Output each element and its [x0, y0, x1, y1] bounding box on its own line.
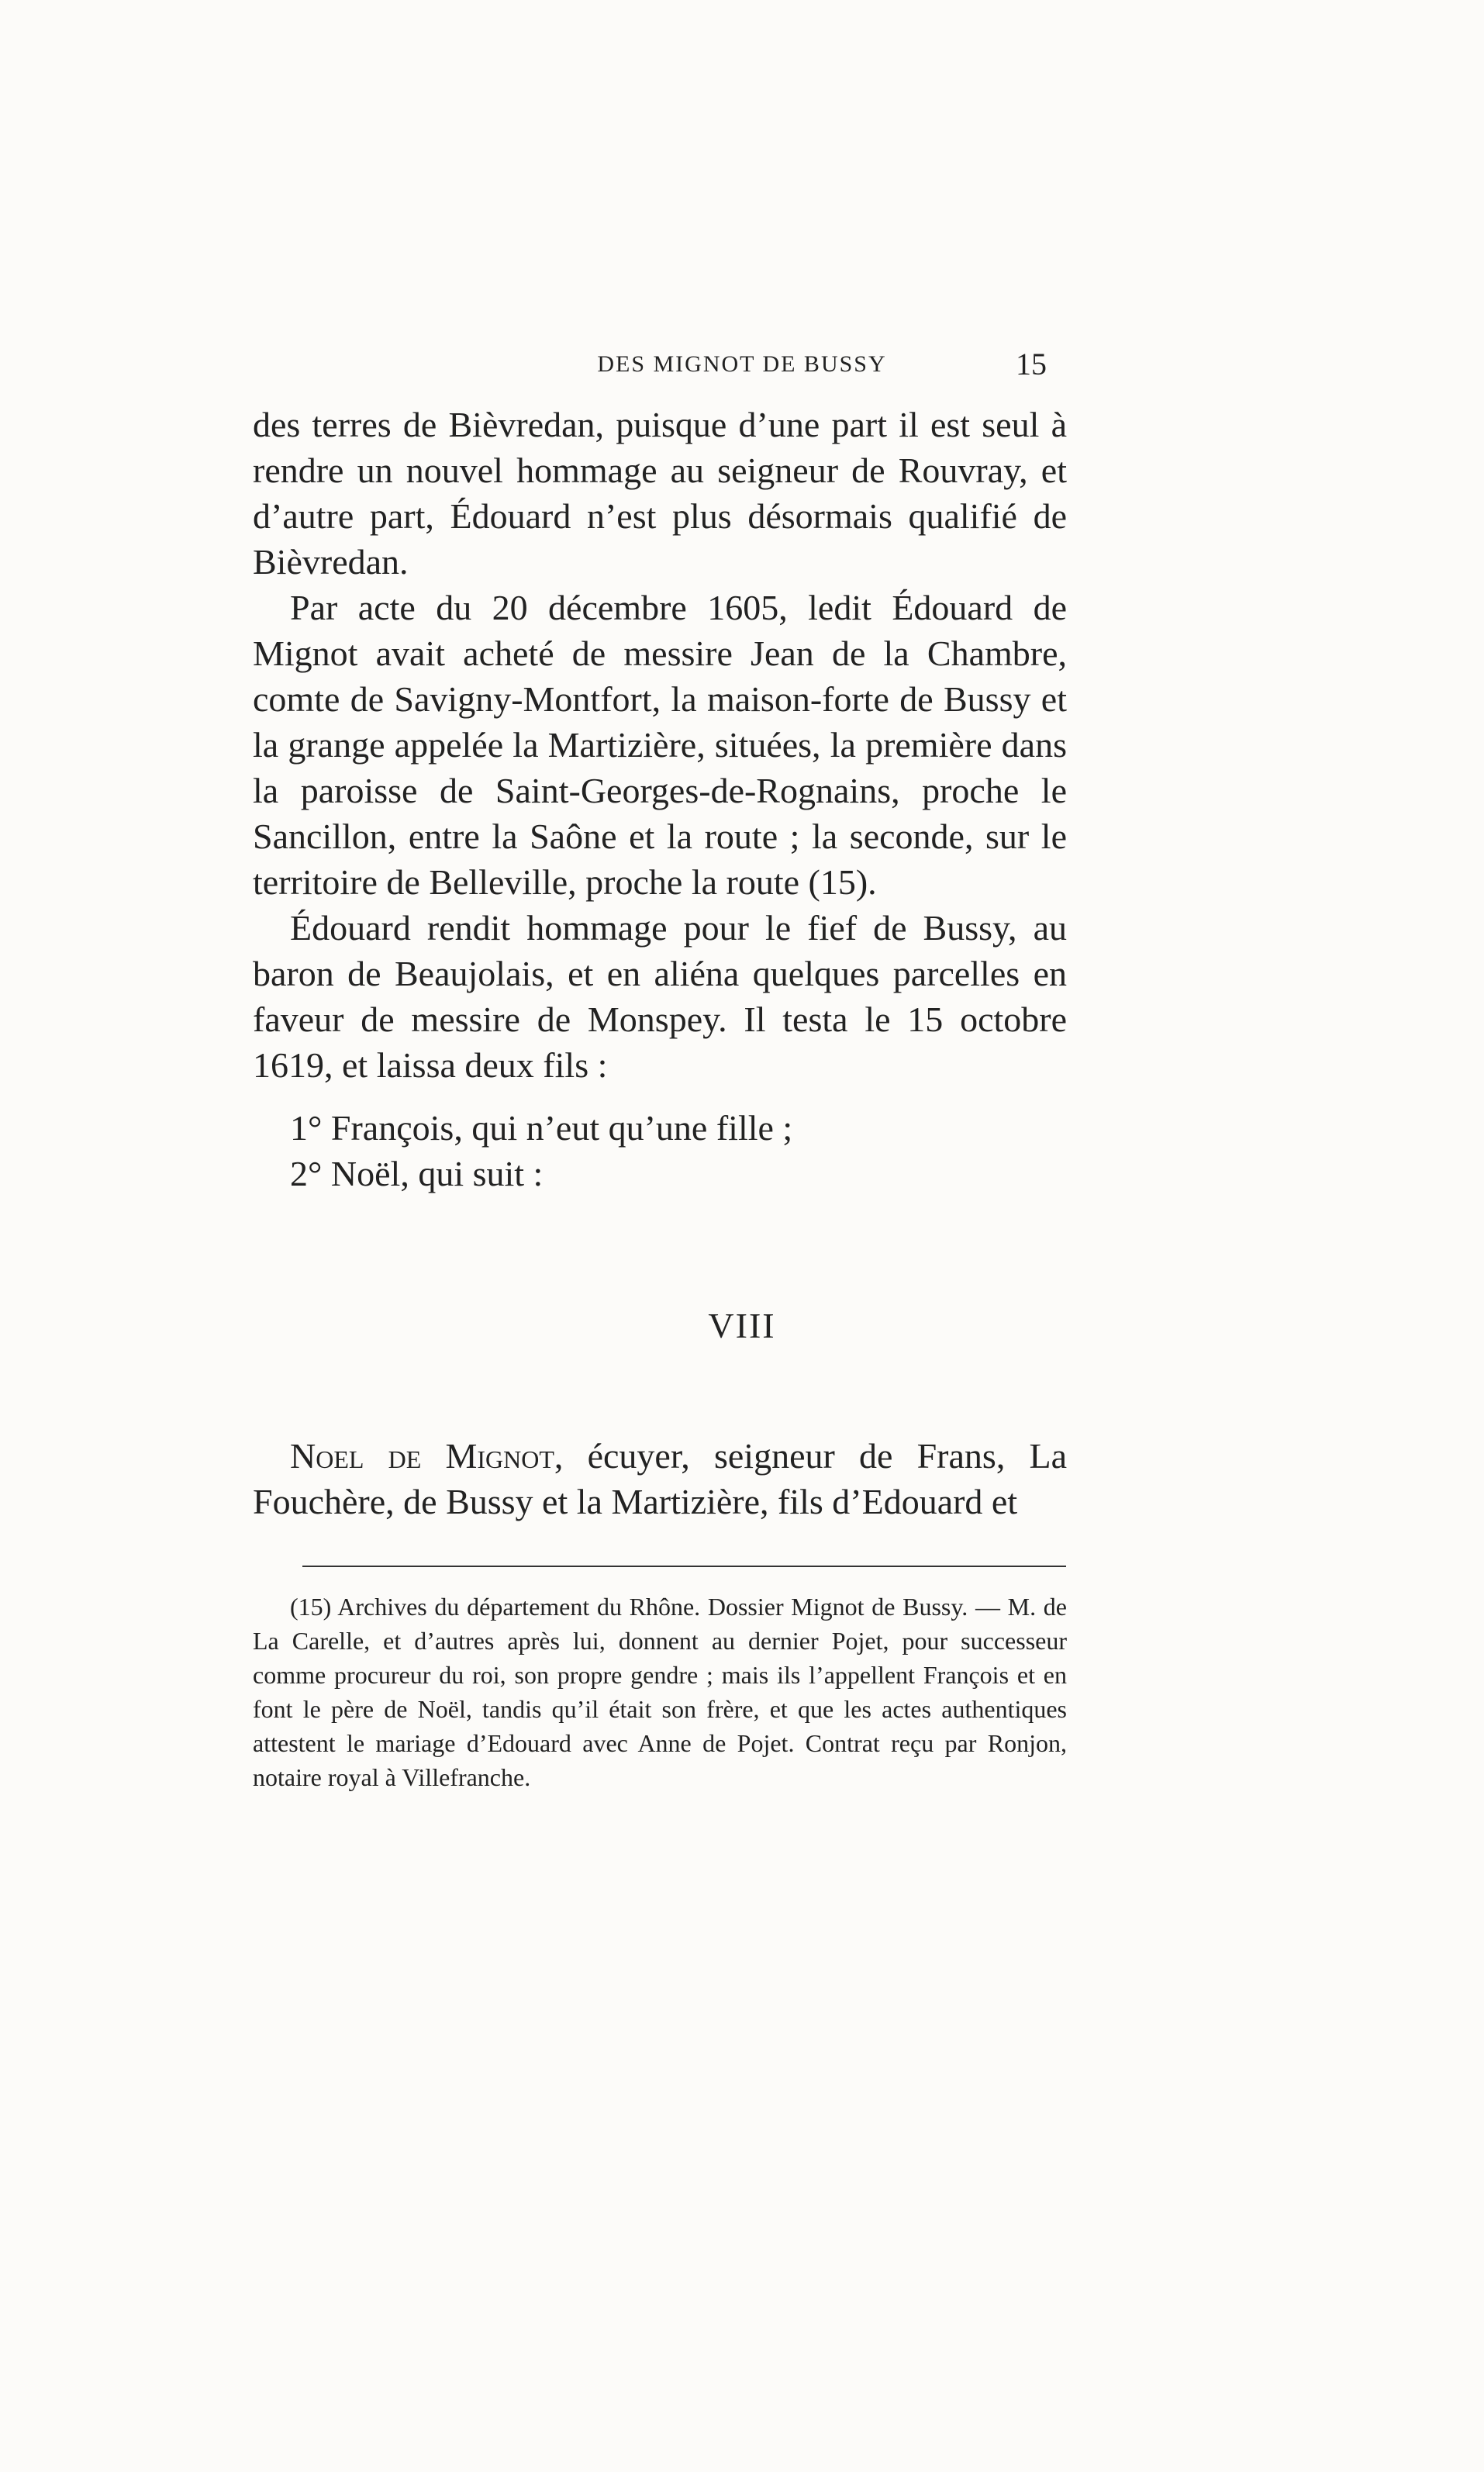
- page-header: [0, 347, 1484, 394]
- running-head: DES MIGNOT DE BUSSY: [597, 351, 887, 377]
- list-item: 2° Noël, qui suit :: [290, 1154, 544, 1193]
- section-heading: VIII: [708, 1306, 776, 1345]
- footnote: [253, 1590, 1067, 1794]
- paragraph-3: Édouard rendit hommage pour le fief de Bussy, au baron de Beaujolais, et en aliéna quelques parcelles en faveur de messire de Monspey. Il testa le 15 octobre 1619, et laissa deux fils :: [253, 908, 1067, 1085]
- section-paragraph: [253, 1433, 1067, 1524]
- paragraph-2: Par acte du 20 décembre 1605, ledit Édouard de Mignot avait acheté de messire Jean de la Chambre, comte de Savigny-Montfort, la maison-forte de Bussy et la grange appelée la Martizière, situées, la première dans la paroisse de Saint-Georges-de-Rognains, proche le Sancillon, entre la Saône et la route ; la seconde, sur le territoire de Belleville, proche la route (15).: [253, 588, 1067, 902]
- footnote-divider: [302, 1566, 1066, 1567]
- name-last: Mignot: [445, 1436, 554, 1476]
- page-number: 15: [1016, 347, 1047, 382]
- list-item: 1° François, qui n’eut qu’une fille ;: [290, 1108, 793, 1148]
- section-body: , écuyer, seigneur de Frans, La Fouchère, de Bussy et la Martizière, fils d’Edouard et: [253, 1436, 1068, 1521]
- footnote-text: (15) Archives du département du Rhône. Dossier Mignot de Bussy. — M. de La Carelle, et d’autres après lui, donnent au dernier Pojet, pour successeur comme procureur du roi, son propre gendre ; mais ils l’appellent François et en font le père de Noël, tandis qu’il était son frère, et que les actes authentiques attestent le mariage d’Edouard avec Anne de Pojet. Contrat reçu par Ronjon, notaire royal à Villefranche.: [253, 1593, 1067, 1791]
- main-text: [253, 402, 1067, 1196]
- name-particle: de: [388, 1436, 422, 1476]
- sons-list: [253, 1105, 1067, 1196]
- paragraph-1: des terres de Bièvredan, puisque d’une part il est seul à rendre un nouvel hommage au seigneur de Rouvray, et d’autre part, Édouard n’est plus désormais qualifié de Bièvredan.: [253, 405, 1067, 582]
- name-first: Noel: [290, 1436, 364, 1476]
- section-text: [253, 1433, 1067, 1524]
